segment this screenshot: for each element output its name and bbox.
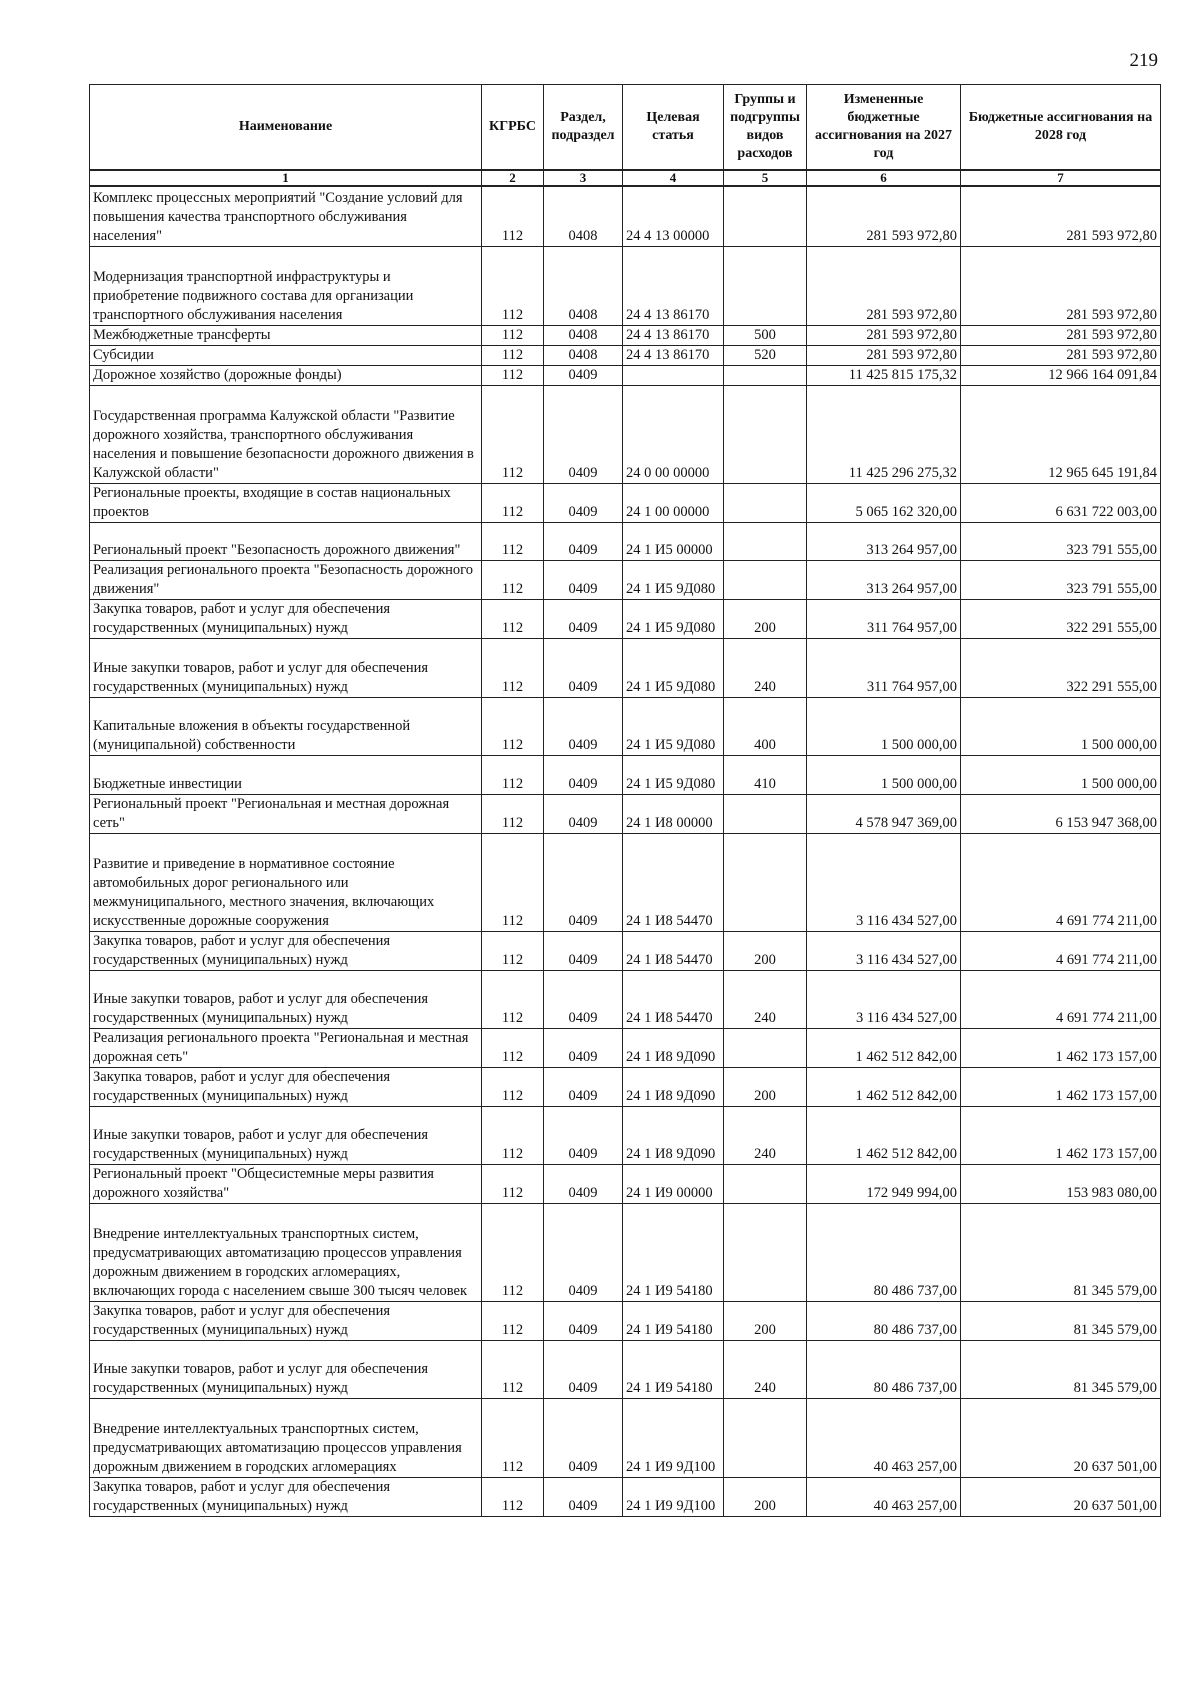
row-target: 24 1 И9 00000: [623, 1164, 724, 1203]
row-group: [724, 833, 807, 931]
row-target: 24 1 И8 9Д090: [623, 1106, 724, 1164]
row-kgrbs: 112: [482, 365, 544, 385]
table-row: [90, 1398, 1161, 1477]
row-amount-2028: 281 593 972,80: [961, 246, 1161, 325]
row-amount-2027: 1 462 512 842,00: [807, 1067, 961, 1106]
row-group: 200: [724, 599, 807, 638]
row-name: Региональный проект "Региональная и местная дорожная сеть": [90, 794, 482, 833]
header-row: [90, 85, 1161, 171]
row-amount-2028: 1 500 000,00: [961, 755, 1161, 794]
row-name: Иные закупки товаров, работ и услуг для обеспечения государственных (муниципальных) нужд: [90, 638, 482, 697]
column-number: 6: [807, 170, 961, 186]
row-amount-2027: 3 116 434 527,00: [807, 970, 961, 1028]
row-name: Иные закупки товаров, работ и услуг для обеспечения государственных (муниципальных) нужд: [90, 1340, 482, 1398]
row-section: 0409: [544, 638, 623, 697]
column-number: 7: [961, 170, 1161, 186]
row-amount-2027: 313 264 957,00: [807, 560, 961, 599]
row-group: 410: [724, 755, 807, 794]
row-section: 0409: [544, 931, 623, 970]
header-2028: Бюджетные ассигнования на 2028 год: [961, 85, 1161, 171]
table-row: [90, 970, 1161, 1028]
row-name: Модернизация транспортной инфраструктуры и приобретение подвижного состава для организации транспортного обслуживания населения: [90, 246, 482, 325]
column-number-row: [90, 170, 1161, 186]
row-amount-2028: 12 966 164 091,84: [961, 365, 1161, 385]
row-amount-2028: 281 593 972,80: [961, 186, 1161, 246]
row-name: Закупка товаров, работ и услуг для обеспечения государственных (муниципальных) нужд: [90, 1301, 482, 1340]
row-section: 0409: [544, 697, 623, 755]
row-amount-2028: 281 593 972,80: [961, 345, 1161, 365]
row-kgrbs: 112: [482, 560, 544, 599]
row-name: Внедрение интеллектуальных транспортных систем, предусматривающих автоматизацию процессов управления дорожным движением в городских агломерациях, включающих города с населением свыше 300 тысяч человек: [90, 1203, 482, 1301]
row-amount-2028: 322 291 555,00: [961, 599, 1161, 638]
column-number: 5: [724, 170, 807, 186]
row-target: 24 4 13 00000: [623, 186, 724, 246]
row-section: 0409: [544, 522, 623, 560]
row-target: 24 4 13 86170: [623, 325, 724, 345]
row-amount-2027: 281 593 972,80: [807, 186, 961, 246]
row-amount-2027: 40 463 257,00: [807, 1398, 961, 1477]
table-row: [90, 522, 1161, 560]
row-group: 500: [724, 325, 807, 345]
row-amount-2028: 4 691 774 211,00: [961, 931, 1161, 970]
row-name: Закупка товаров, работ и услуг для обеспечения государственных (муниципальных) нужд: [90, 1477, 482, 1516]
table-row: [90, 1301, 1161, 1340]
row-section: 0409: [544, 385, 623, 483]
row-group: [724, 560, 807, 599]
header-2027: Измененные бюджетные ассигнования на 2027 год: [807, 85, 961, 171]
row-name: Внедрение интеллектуальных транспортных систем, предусматривающих автоматизацию процессов управления дорожным движением в городских агломерациях: [90, 1398, 482, 1477]
row-amount-2028: 81 345 579,00: [961, 1203, 1161, 1301]
row-kgrbs: 112: [482, 385, 544, 483]
row-section: 0409: [544, 1164, 623, 1203]
row-amount-2027: 1 500 000,00: [807, 755, 961, 794]
row-group: 400: [724, 697, 807, 755]
row-section: 0408: [544, 246, 623, 325]
row-name: Закупка товаров, работ и услуг для обеспечения государственных (муниципальных) нужд: [90, 931, 482, 970]
column-number: 2: [482, 170, 544, 186]
row-amount-2027: 313 264 957,00: [807, 522, 961, 560]
row-amount-2028: 323 791 555,00: [961, 522, 1161, 560]
row-kgrbs: 112: [482, 1398, 544, 1477]
row-amount-2027: 4 578 947 369,00: [807, 794, 961, 833]
header-name: Наименование: [90, 85, 482, 171]
row-section: 0409: [544, 1340, 623, 1398]
table-row: [90, 1106, 1161, 1164]
row-section: 0409: [544, 794, 623, 833]
row-kgrbs: 112: [482, 1203, 544, 1301]
table-row: [90, 325, 1161, 345]
row-name: Региональные проекты, входящие в состав национальных проектов: [90, 483, 482, 522]
row-amount-2027: 281 593 972,80: [807, 325, 961, 345]
row-kgrbs: 112: [482, 1028, 544, 1067]
row-group: [724, 186, 807, 246]
row-target: 24 1 И5 9Д080: [623, 638, 724, 697]
row-target: 24 4 13 86170: [623, 345, 724, 365]
row-amount-2027: 80 486 737,00: [807, 1301, 961, 1340]
row-kgrbs: 112: [482, 186, 544, 246]
table-row: [90, 833, 1161, 931]
row-section: 0409: [544, 483, 623, 522]
header-group: Группы и подгруппы видов расходов: [724, 85, 807, 171]
row-target: 24 1 И5 9Д080: [623, 560, 724, 599]
row-target: 24 1 И8 00000: [623, 794, 724, 833]
row-target: [623, 365, 724, 385]
row-target: 24 1 И5 9Д080: [623, 755, 724, 794]
row-amount-2027: 3 116 434 527,00: [807, 931, 961, 970]
row-amount-2027: 281 593 972,80: [807, 345, 961, 365]
row-section: 0409: [544, 599, 623, 638]
row-target: 24 1 И9 9Д100: [623, 1477, 724, 1516]
row-target: 24 1 И9 54180: [623, 1340, 724, 1398]
row-group: 200: [724, 1301, 807, 1340]
row-kgrbs: 112: [482, 522, 544, 560]
row-kgrbs: 112: [482, 970, 544, 1028]
table-row: [90, 931, 1161, 970]
row-target: 24 1 И8 54470: [623, 970, 724, 1028]
row-amount-2027: 3 116 434 527,00: [807, 833, 961, 931]
table-row: [90, 345, 1161, 365]
row-group: [724, 385, 807, 483]
row-amount-2028: 6 153 947 368,00: [961, 794, 1161, 833]
row-amount-2027: 80 486 737,00: [807, 1203, 961, 1301]
row-amount-2027: 311 764 957,00: [807, 638, 961, 697]
row-section: 0409: [544, 560, 623, 599]
row-kgrbs: 112: [482, 833, 544, 931]
row-group: [724, 1203, 807, 1301]
row-amount-2028: 4 691 774 211,00: [961, 833, 1161, 931]
row-amount-2027: 5 065 162 320,00: [807, 483, 961, 522]
row-name: Реализация регионального проекта "Региональная и местная дорожная сеть": [90, 1028, 482, 1067]
row-kgrbs: 112: [482, 638, 544, 697]
table-row: [90, 638, 1161, 697]
row-kgrbs: 112: [482, 345, 544, 365]
row-target: 24 1 И8 9Д090: [623, 1067, 724, 1106]
row-section: 0409: [544, 1301, 623, 1340]
row-group: 200: [724, 931, 807, 970]
row-section: 0409: [544, 1028, 623, 1067]
row-amount-2028: 6 631 722 003,00: [961, 483, 1161, 522]
row-target: 24 1 И9 54180: [623, 1301, 724, 1340]
row-target: 24 0 00 00000: [623, 385, 724, 483]
row-target: 24 4 13 86170: [623, 246, 724, 325]
row-name: Межбюджетные трансферты: [90, 325, 482, 345]
row-kgrbs: 112: [482, 483, 544, 522]
column-number: 3: [544, 170, 623, 186]
row-section: 0409: [544, 1203, 623, 1301]
row-name: Закупка товаров, работ и услуг для обеспечения государственных (муниципальных) нужд: [90, 599, 482, 638]
row-target: 24 1 И8 54470: [623, 931, 724, 970]
row-kgrbs: 112: [482, 1477, 544, 1516]
row-target: 24 1 И9 54180: [623, 1203, 724, 1301]
row-group: [724, 1398, 807, 1477]
row-amount-2028: 281 593 972,80: [961, 325, 1161, 345]
table-row: [90, 186, 1161, 246]
row-name: Иные закупки товаров, работ и услуг для обеспечения государственных (муниципальных) нужд: [90, 1106, 482, 1164]
row-name: Капитальные вложения в объекты государственной (муниципальной) собственности: [90, 697, 482, 755]
table-row: [90, 1164, 1161, 1203]
table-row: [90, 794, 1161, 833]
row-group: [724, 365, 807, 385]
table-row: [90, 385, 1161, 483]
table-body: [90, 186, 1161, 1516]
table-row: [90, 483, 1161, 522]
row-amount-2028: 20 637 501,00: [961, 1398, 1161, 1477]
row-kgrbs: 112: [482, 325, 544, 345]
row-amount-2028: 1 462 173 157,00: [961, 1028, 1161, 1067]
row-target: 24 1 И8 9Д090: [623, 1028, 724, 1067]
row-name: Бюджетные инвестиции: [90, 755, 482, 794]
row-kgrbs: 112: [482, 599, 544, 638]
row-amount-2027: 80 486 737,00: [807, 1340, 961, 1398]
row-kgrbs: 112: [482, 697, 544, 755]
row-amount-2028: 1 462 173 157,00: [961, 1067, 1161, 1106]
row-amount-2027: 1 462 512 842,00: [807, 1106, 961, 1164]
row-target: 24 1 И5 9Д080: [623, 599, 724, 638]
row-group: 240: [724, 1340, 807, 1398]
row-amount-2028: 1 500 000,00: [961, 697, 1161, 755]
row-amount-2027: 311 764 957,00: [807, 599, 961, 638]
row-name: Развитие и приведение в нормативное состояние автомобильных дорог регионального или межмуниципального, местного значения, включающих искусственные дорожные сооружения: [90, 833, 482, 931]
row-amount-2028: 1 462 173 157,00: [961, 1106, 1161, 1164]
header-target: Целевая статья: [623, 85, 724, 171]
page-number: 219: [1129, 50, 1158, 71]
budget-table: [89, 84, 1161, 1517]
row-target: 24 1 И5 00000: [623, 522, 724, 560]
row-kgrbs: 112: [482, 1067, 544, 1106]
table-row: [90, 246, 1161, 325]
row-group: [724, 246, 807, 325]
row-amount-2027: 40 463 257,00: [807, 1477, 961, 1516]
row-group: 240: [724, 970, 807, 1028]
row-section: 0408: [544, 325, 623, 345]
row-section: 0408: [544, 345, 623, 365]
row-group: [724, 1164, 807, 1203]
row-kgrbs: 112: [482, 755, 544, 794]
row-amount-2027: 1 500 000,00: [807, 697, 961, 755]
row-section: 0409: [544, 1398, 623, 1477]
row-amount-2027: 1 462 512 842,00: [807, 1028, 961, 1067]
row-section: 0409: [544, 1106, 623, 1164]
row-kgrbs: 112: [482, 246, 544, 325]
row-name: Дорожное хозяйство (дорожные фонды): [90, 365, 482, 385]
row-group: 240: [724, 1106, 807, 1164]
table-row: [90, 1028, 1161, 1067]
row-group: 520: [724, 345, 807, 365]
row-target: 24 1 И9 9Д100: [623, 1398, 724, 1477]
row-name: Государственная программа Калужской области "Развитие дорожного хозяйства, транспортного обслуживания населения и повышение безопасности дорожного движения в Калужской области": [90, 385, 482, 483]
row-section: 0409: [544, 833, 623, 931]
row-amount-2028: 322 291 555,00: [961, 638, 1161, 697]
row-section: 0408: [544, 186, 623, 246]
table-row: [90, 599, 1161, 638]
row-kgrbs: 112: [482, 931, 544, 970]
row-target: 24 1 И8 54470: [623, 833, 724, 931]
row-section: 0409: [544, 1477, 623, 1516]
header-section: Раздел, подраздел: [544, 85, 623, 171]
header-kgrbs: КГРБС: [482, 85, 544, 171]
row-group: [724, 522, 807, 560]
table-row: [90, 560, 1161, 599]
table-row: [90, 1477, 1161, 1516]
row-amount-2027: 11 425 296 275,32: [807, 385, 961, 483]
row-group: 240: [724, 638, 807, 697]
table-row: [90, 365, 1161, 385]
row-group: 200: [724, 1067, 807, 1106]
row-kgrbs: 112: [482, 1106, 544, 1164]
table-row: [90, 1067, 1161, 1106]
row-amount-2028: 12 965 645 191,84: [961, 385, 1161, 483]
row-name: Субсидии: [90, 345, 482, 365]
row-amount-2027: 281 593 972,80: [807, 246, 961, 325]
row-name: Комплекс процессных мероприятий "Создание условий для повышения качества транспортного обслуживания населения": [90, 186, 482, 246]
row-amount-2028: 323 791 555,00: [961, 560, 1161, 599]
row-section: 0409: [544, 970, 623, 1028]
table-row: [90, 1340, 1161, 1398]
row-section: 0409: [544, 1067, 623, 1106]
row-target: 24 1 00 00000: [623, 483, 724, 522]
table-row: [90, 755, 1161, 794]
row-amount-2028: 4 691 774 211,00: [961, 970, 1161, 1028]
row-amount-2028: 81 345 579,00: [961, 1340, 1161, 1398]
row-name: Региональный проект "Общесистемные меры развития дорожного хозяйства": [90, 1164, 482, 1203]
row-section: 0409: [544, 755, 623, 794]
row-group: 200: [724, 1477, 807, 1516]
table-row: [90, 1203, 1161, 1301]
row-kgrbs: 112: [482, 1340, 544, 1398]
row-name: Иные закупки товаров, работ и услуг для обеспечения государственных (муниципальных) нужд: [90, 970, 482, 1028]
row-amount-2027: 172 949 994,00: [807, 1164, 961, 1203]
row-name: Закупка товаров, работ и услуг для обеспечения государственных (муниципальных) нужд: [90, 1067, 482, 1106]
row-group: [724, 483, 807, 522]
column-number: 1: [90, 170, 482, 186]
row-target: 24 1 И5 9Д080: [623, 697, 724, 755]
row-section: 0409: [544, 365, 623, 385]
row-amount-2028: 20 637 501,00: [961, 1477, 1161, 1516]
row-kgrbs: 112: [482, 1301, 544, 1340]
column-number: 4: [623, 170, 724, 186]
row-amount-2028: 81 345 579,00: [961, 1301, 1161, 1340]
table-row: [90, 697, 1161, 755]
row-name: Региональный проект "Безопасность дорожного движения": [90, 522, 482, 560]
row-kgrbs: 112: [482, 1164, 544, 1203]
row-amount-2028: 153 983 080,00: [961, 1164, 1161, 1203]
row-group: [724, 794, 807, 833]
row-kgrbs: 112: [482, 794, 544, 833]
row-amount-2027: 11 425 815 175,32: [807, 365, 961, 385]
row-group: [724, 1028, 807, 1067]
row-name: Реализация регионального проекта "Безопасность дорожного движения": [90, 560, 482, 599]
